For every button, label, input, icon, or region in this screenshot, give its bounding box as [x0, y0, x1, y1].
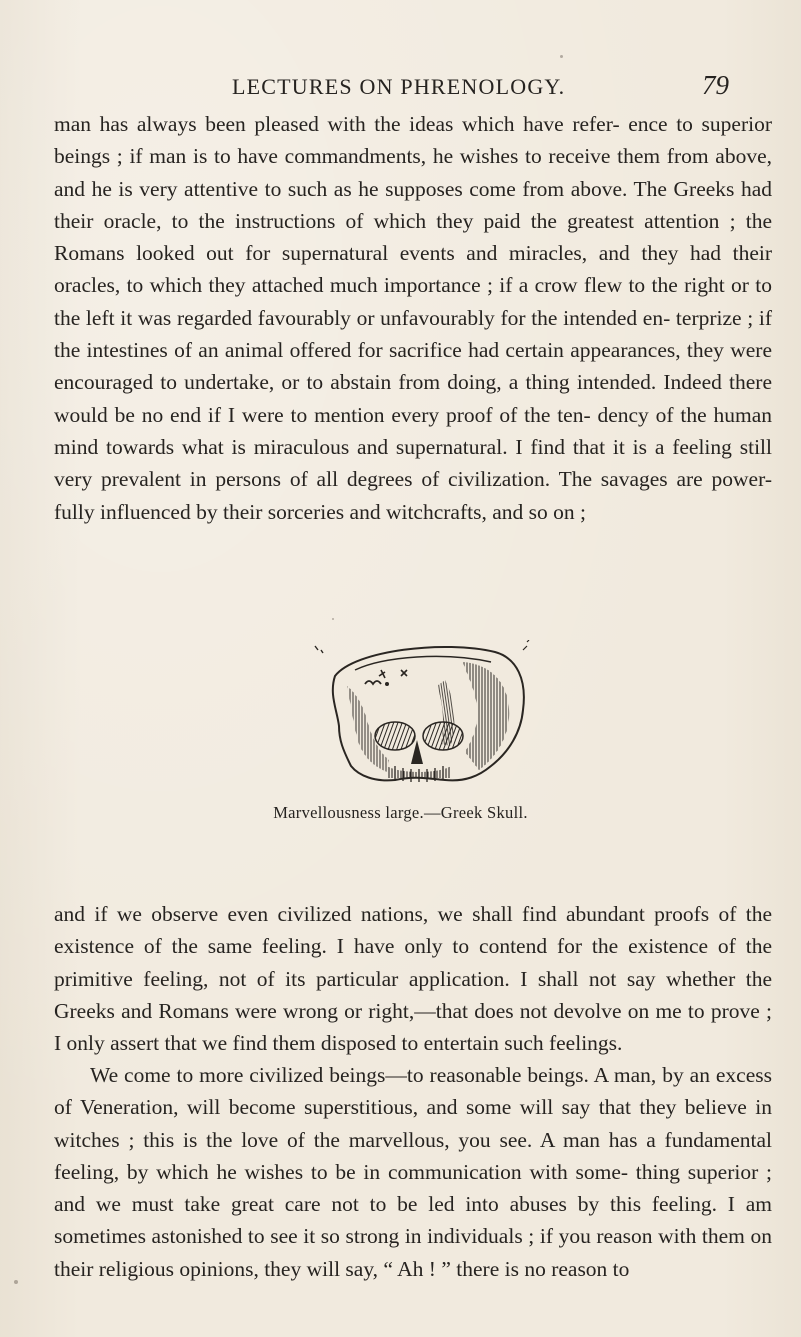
page-number: 79 — [702, 70, 729, 100]
paper-speck — [14, 1280, 18, 1284]
figure-caption: Marvellousness large.—Greek Skull. — [273, 803, 528, 822]
paragraph-2: and if we observe even civilized nations, we shall find abundant proofs of the existence of the same feeling. I have only to contend for the existence of the primitive feeling, not of its particular application. I shall not say whether the Greeks and Romans were wrong or right,—that does not devolve on me to prove ; I only assert that we find them disposed to entertain such feelings. — [54, 902, 772, 1056]
running-head: LECTURES ON PHRENOLOGY. — [232, 74, 566, 99]
paper-speck — [332, 618, 334, 620]
paper-speck — [560, 55, 563, 58]
skull-engraving-icon — [295, 640, 553, 785]
paragraph-1: man has always been pleased with the ideas which have refer- ence to superior beings ; if man is to have commandments, he wishes to receive them from above, and he is very attentive to such as he supposes come from above. The Greeks had their oracle, to the instructions of which they paid the greatest attention ; the Romans looked out for supernatural events and miracles, and they had their oracles, to which they attached much importance ; if a crow flew to the right or to the left it was regarded favourably or unfavourably for the intended en- terprize ; if the intestines of an animal offered for sacrifice had certain appearances, they were encouraged to undertake, or to abstain from doing, a thing intended. Indeed there would be no end if I were to mention every proof of the ten- dency of the human mind towards what is miraculous and supernatural. I find that it is a feeling still very prevalent in persons of all degrees of civilization. The savages are power- fully influenced by their sorceries and witchcrafts, and so on ; — [54, 112, 772, 524]
paragraph-3: We come to more civilized beings—to reasonable beings. A man, by an excess of Veneration, will become superstitious, and some will say that they believe in witches ; this is the love of the marvellous, you see. A man has a fundamental feeling, by which he wishes to be in communication with some- thing superior ; and we must take great care not to be led into abuses by this feeling. I am sometimes astonished to see it so strong in individuals ; if you reason with them on their religious opinions, they will say, “ Ah ! ” there is no reason to — [54, 1063, 772, 1281]
figure-greek-skull — [295, 640, 553, 785]
page-header — [0, 68, 801, 108]
